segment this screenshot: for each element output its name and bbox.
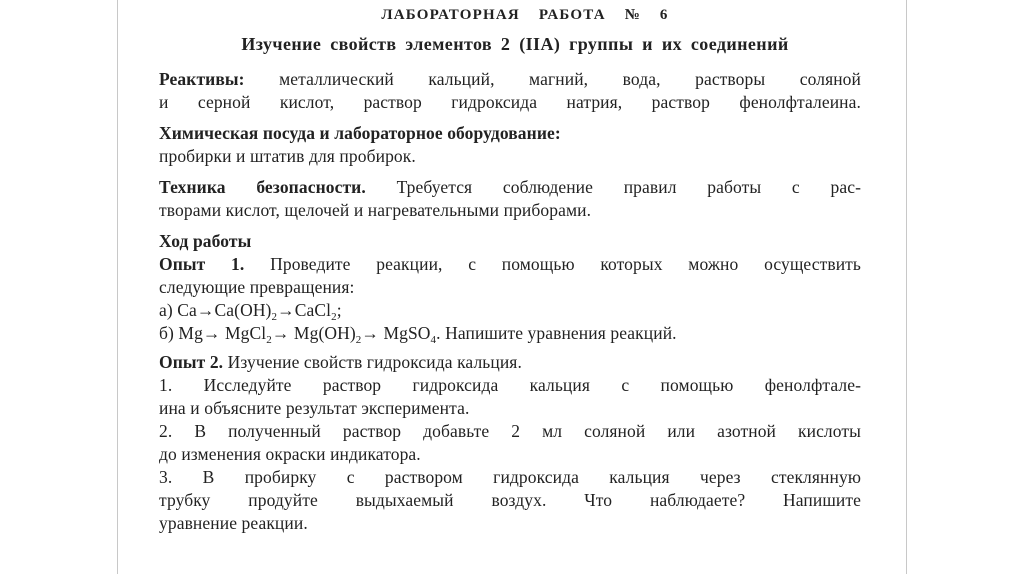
- exp2-step2-line1: 2. В полученный раствор добавьте 2 мл соляной или азотной кислоты: [159, 421, 861, 441]
- exp2-step3-line3: уравнение реакции.: [159, 513, 308, 533]
- lab-subtitle: Изучение свойств элементов 2 (IIA) группы и их соединений: [241, 34, 789, 54]
- exp1-reaction-b: б) Mg→ MgCl$_2$→ $Mg(OH)_2\to$ MgSO$_4$. Напишите уравнения реакций.: [159, 323, 677, 346]
- equipment-text: пробирки и штатив для пробирок.: [159, 146, 416, 166]
- procedure-section: [159, 230, 861, 345]
- lab-title: ЛАБОРАТОРНАЯ РАБОТА № 6: [381, 7, 669, 23]
- equipment-section: [159, 122, 861, 168]
- safety-label: Техника безопасности.: [159, 177, 366, 197]
- reagents-line1: металлический кальций, магний, вода, растворы соляной: [279, 69, 861, 89]
- reagents-line2: и серной кислот, раствор гидроксида натрия, раствор фенолфталеина.: [159, 92, 861, 112]
- exp1-label: Опыт 1.: [159, 254, 245, 274]
- safety-line1: Требуется соблюдение правил работы с рас-: [396, 177, 861, 197]
- left-page-border: [117, 0, 118, 574]
- reagents-section: [159, 68, 861, 114]
- exp1-line1: Проведите реакции, с помощью которых можно осуществить: [270, 254, 861, 274]
- safety-line2: творами кислот, щелочей и нагревательными приборами.: [159, 200, 592, 220]
- equipment-label: Химическая посуда и лабораторное оборудование:: [159, 123, 561, 143]
- exp2-step2-line2: до изменения окраски индикатора.: [159, 444, 421, 464]
- right-page-border: [906, 0, 907, 574]
- exp2-step3-line2: трубку продуйте выдыхаемый воздух. Что наблюдаете? Напишите: [159, 490, 861, 510]
- exp2-step1-line2: ина и объясните результат эксперимента.: [159, 398, 470, 418]
- exp1-line2: следующие превращения:: [159, 277, 355, 297]
- exp2-text: Изучение свойств гидроксида кальция.: [227, 352, 522, 372]
- reagents-label: Реактивы:: [159, 69, 245, 89]
- procedure-heading: Ход работы: [159, 231, 252, 251]
- document-page: [159, 4, 861, 543]
- exp2-step1-line1: 1. Исследуйте раствор гидроксида кальция с помощью фенолфтале-: [159, 375, 861, 395]
- exp1-reaction-a: а) $Ca\to Ca(OH)_2\to CaCl_2$;: [159, 300, 342, 323]
- exp2-step3-line1: 3. В пробирку с раствором гидроксида кальция через стеклянную: [159, 467, 861, 487]
- experiment-2-section: [159, 351, 861, 535]
- safety-section: [159, 176, 861, 222]
- exp2-label: Опыт 2.: [159, 352, 224, 372]
